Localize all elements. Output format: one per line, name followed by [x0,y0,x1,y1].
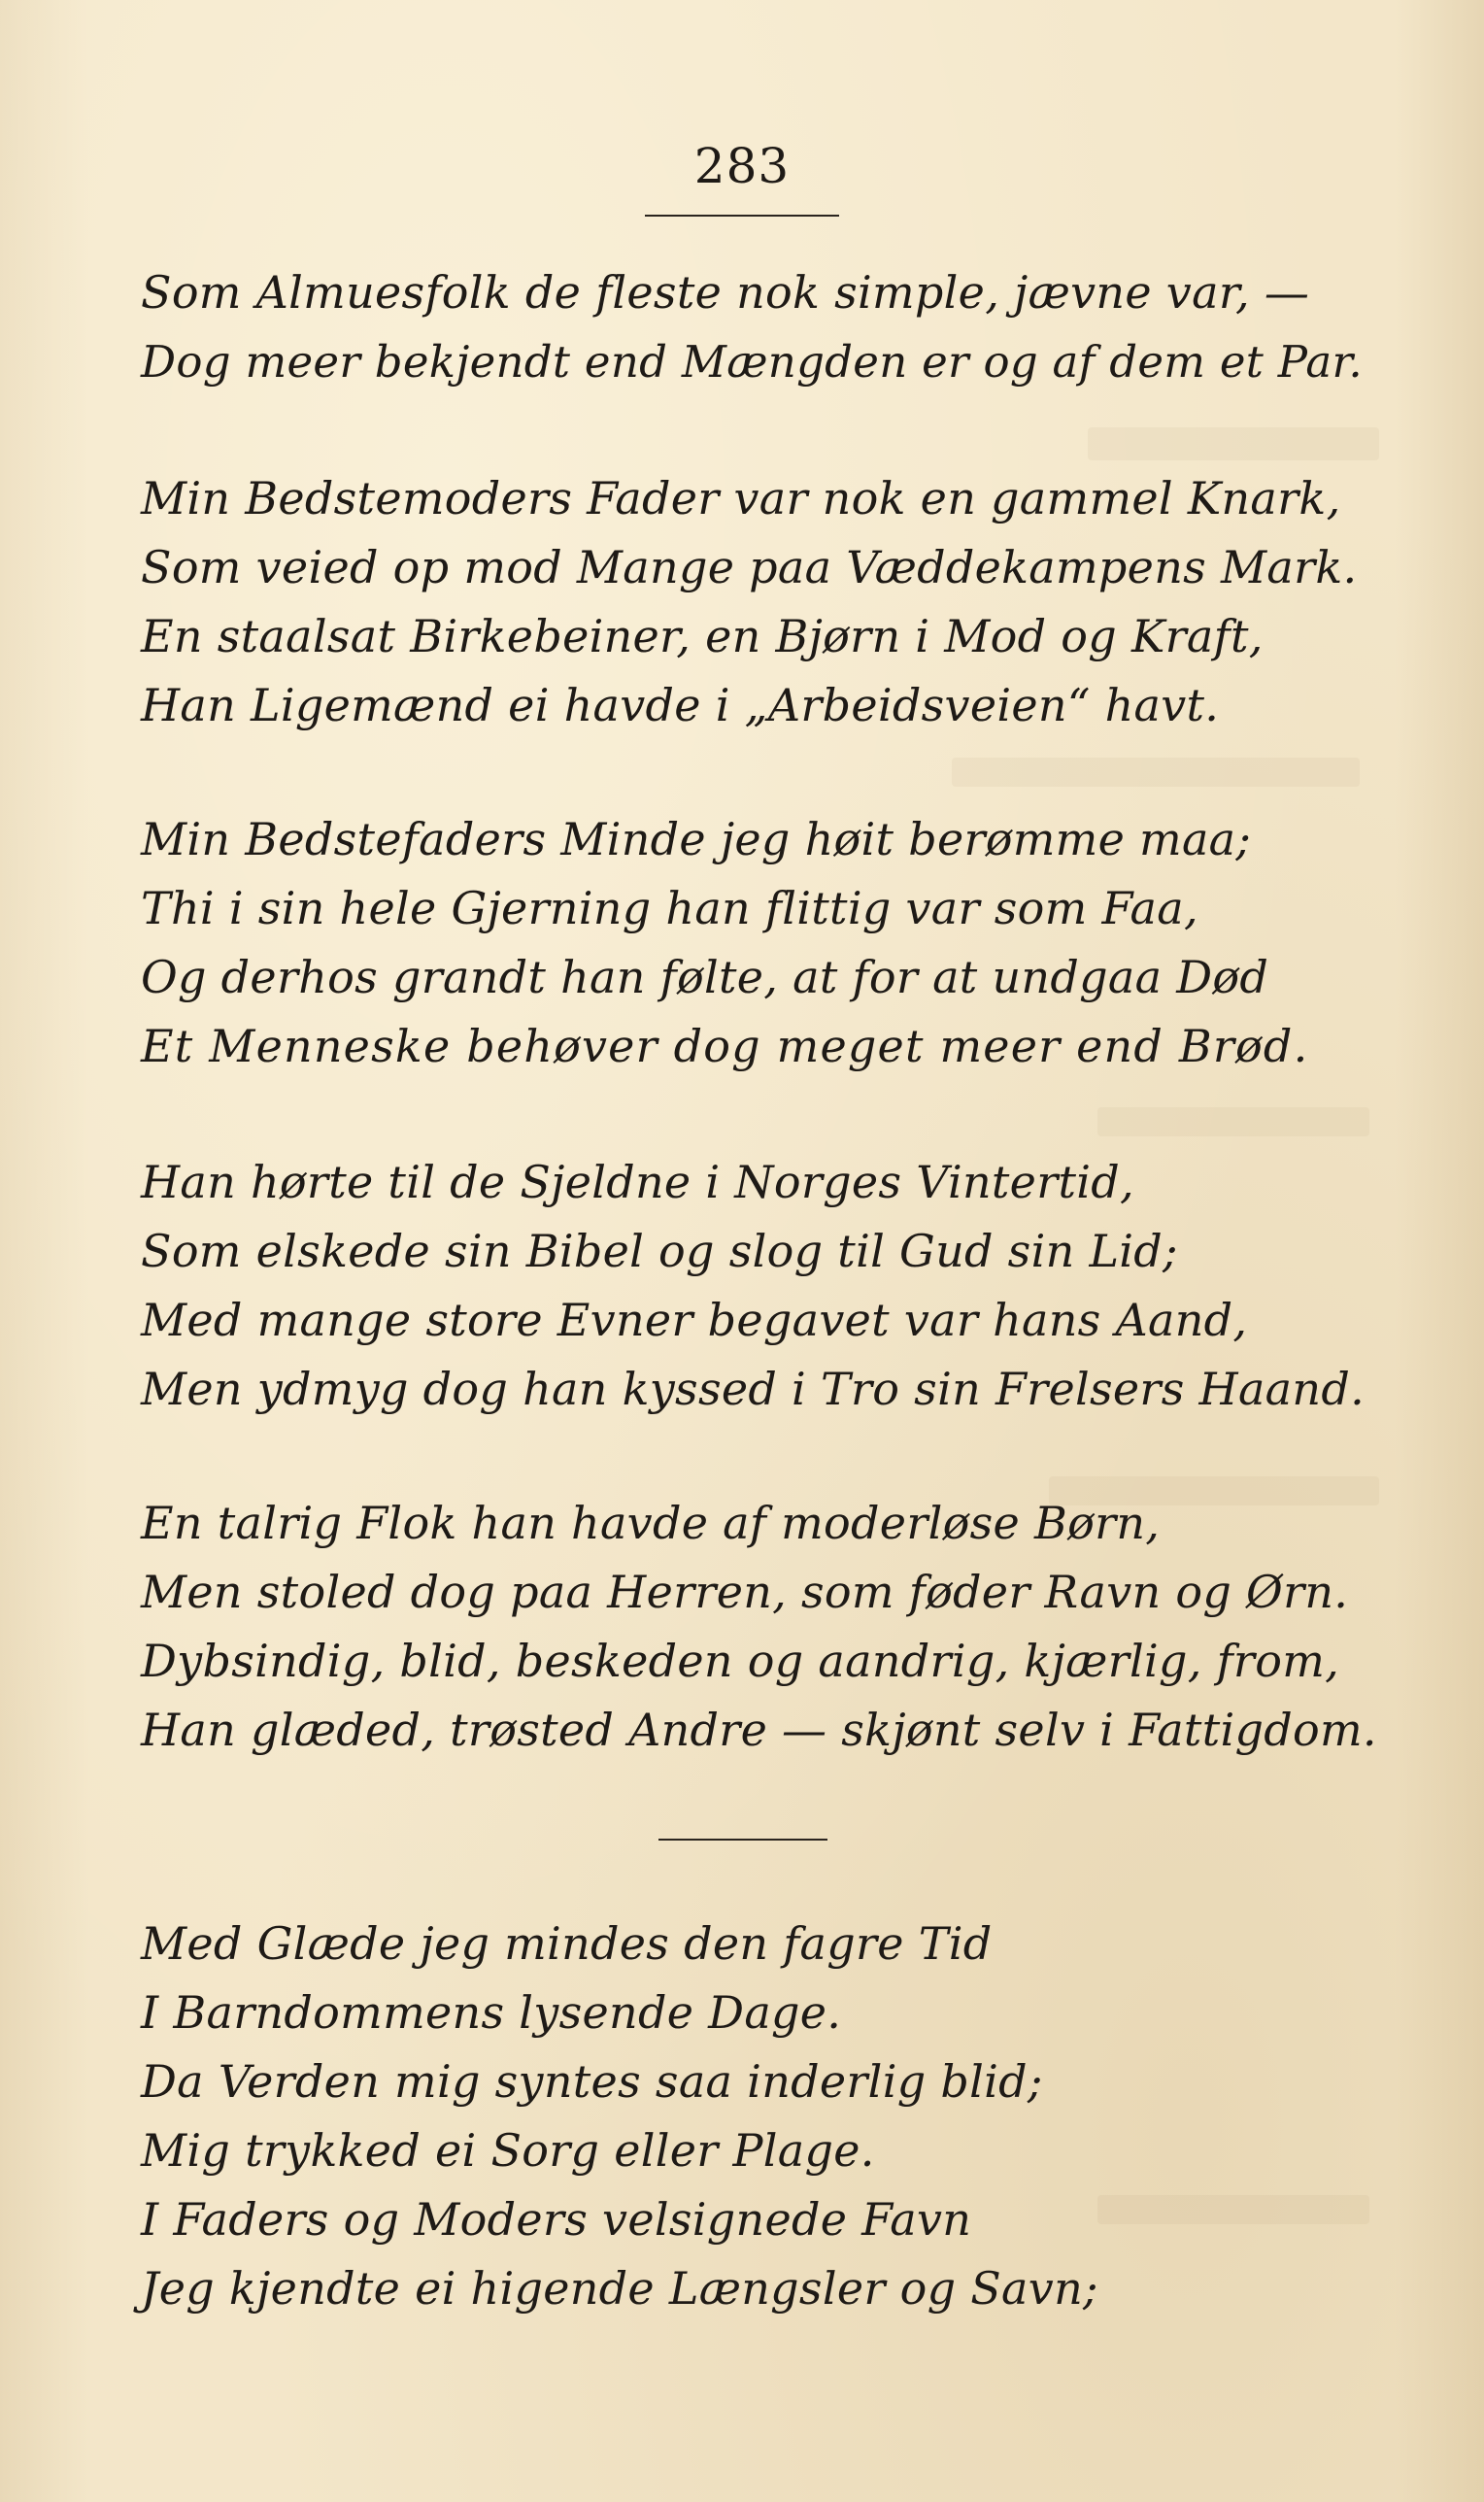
verse-line: Og derhos grandt han følte, at for at undgaa Død [141,951,1269,1003]
page-number: 283 [693,138,791,194]
verse-line: I Barndommens lysende Dage. [141,1986,842,2039]
verse-line: Mig trykked ei Sorg eller Plage. [141,2124,875,2177]
verse-line: Min Bedstemoders Fader var nok en gammel Knark, [141,472,1341,524]
verse-line: I Faders og Moders velsignede Favn [141,2193,972,2246]
stanza-5 [141,1489,1384,1765]
verse-line: Som veied op mod Mange paa Væddekampens Mark. [141,541,1358,593]
stanza-3 [141,805,1384,1081]
verse-line: Dybsindig, blid, beskeden og aandrig, kjærlig, from, [141,1635,1340,1687]
verse-line: Han glæded, trøsted Andre — skjønt selv i Fattigdom. [141,1704,1377,1756]
verse-line: Thi i sin hele Gjerning han flittig var som Faa, [141,882,1198,934]
stanza-6 [141,1910,1384,2323]
stanza-4 [141,1148,1384,1424]
verse-line: Jeg kjendte ei higende Længsler og Savn; [141,2262,1098,2315]
bleed-through-shadow [1088,427,1379,460]
verse-line: Som elskede sin Bibel og slog til Gud sin Lid; [141,1225,1178,1277]
verse-line: Med mange store Evner begavet var hans Aand, [141,1294,1248,1346]
verse-line: En talrig Flok han havde af moderløse Børn, [141,1497,1161,1549]
verse-line: Men stoled dog paa Herren, som føder Ravn og Ørn. [141,1566,1349,1618]
stanza-2 [141,464,1384,740]
verse-line: Som Almuesfolk de fleste nok simple, jævne var, — [141,266,1310,319]
verse-line: Dog meer bekjendt end Mængden er og af dem et Par. [141,336,1363,388]
verse-line: Han hørte til de Sjeldne i Norges Vintertid, [141,1156,1134,1208]
verse-line: Men ydmyg dog han kyssed i Tro sin Frelsers Haand. [141,1363,1365,1415]
header-rule [645,215,839,217]
verse-line: En staalsat Birkebeiner, en Bjørn i Mod og Kraft, [141,610,1264,662]
verse-line: Da Verden mig syntes saa inderlig blid; [141,2055,1043,2108]
section-divider [658,1839,827,1841]
bleed-through-shadow [1097,1107,1369,1136]
verse-line: Han Ligemænd ei havde i „Arbeidsveien“ havt. [141,679,1220,731]
bleed-through-shadow [952,758,1360,787]
verse-line: Et Menneske behøver dog meget meer end Brød. [141,1020,1309,1072]
verse-line: Med Glæde jeg mindes den fagre Tid [141,1917,993,1970]
stanza-1 [141,258,1384,396]
verse-line: Min Bedstefaders Minde jeg høit berømme maa; [141,813,1252,865]
